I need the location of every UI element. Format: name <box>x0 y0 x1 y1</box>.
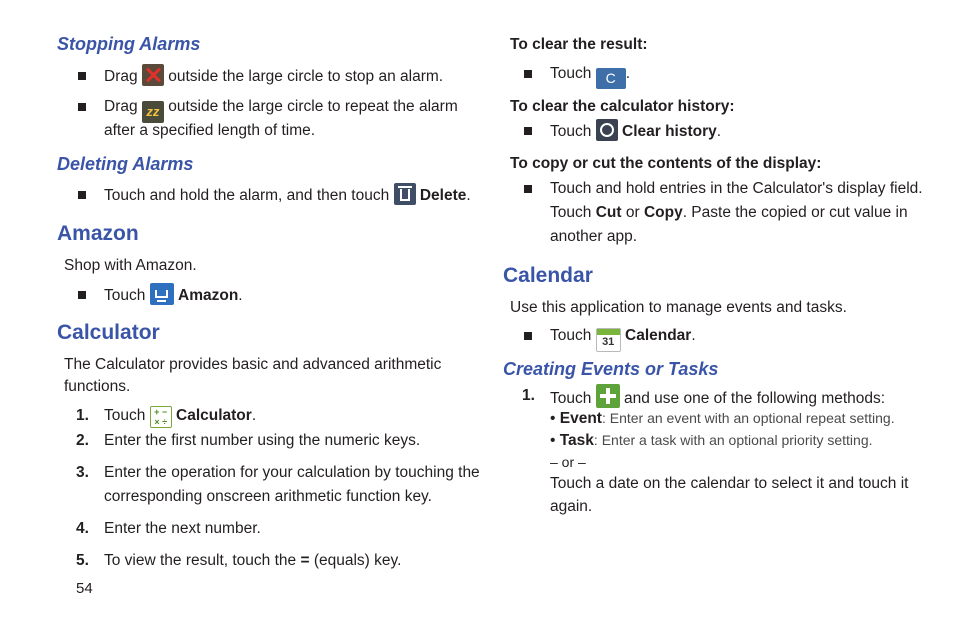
step-number: 4. <box>76 520 89 537</box>
bullet-square <box>524 185 532 193</box>
delete-alarm-text: Touch and hold the alarm, and then touch <box>104 187 390 204</box>
date-line-2: again. <box>550 498 593 515</box>
copy-label: Copy <box>643 204 683 221</box>
cut-label: Cut <box>595 204 622 221</box>
calc-step-2: Enter the first number using the numeric keys. <box>104 432 421 449</box>
copy-cut-heading: To copy or cut the contents of the display: <box>510 155 822 172</box>
trash-icon <box>394 183 416 205</box>
history-period: . <box>716 123 722 140</box>
snooze-alarm-text-pre: Drag <box>104 98 138 115</box>
copy-cut-line-3: another app. <box>550 228 638 245</box>
date-line-1: Touch a date on the calendar to select it and touch it <box>550 475 909 492</box>
copy-post: . Paste the copied or cut value in <box>682 204 908 221</box>
calendar-touch: Touch <box>550 327 592 344</box>
equals-key: = <box>300 552 310 569</box>
amazon-intro: Shop with Amazon. <box>64 257 197 274</box>
delete-alarm-item <box>104 183 471 208</box>
or-separator: – or – <box>550 454 586 470</box>
bullet-square <box>524 127 532 135</box>
clear-touch: Touch <box>550 65 592 82</box>
step-number: 1. <box>76 407 89 424</box>
stop-x-icon <box>142 64 164 86</box>
clear-history-label: Clear history <box>622 123 717 140</box>
calculator-intro-1: The Calculator provides basic and advanced arithmetic <box>64 356 442 373</box>
stopping-alarms-heading: Stopping Alarms <box>57 34 201 54</box>
bullet-square <box>78 191 86 199</box>
task-label: Task <box>559 432 594 449</box>
calculator-intro-2: functions. <box>64 378 131 395</box>
copy-touch: Touch <box>550 204 592 221</box>
amazon-heading: Amazon <box>57 222 139 245</box>
clear-c-icon: C <box>596 68 626 89</box>
delete-label: Delete <box>419 187 467 204</box>
clear-result-heading: To clear the result: <box>510 36 648 53</box>
copy-cut-line-2 <box>550 201 908 225</box>
stop-alarm-text-pre: Drag <box>104 68 138 85</box>
amazon-touch-text: Touch <box>104 287 146 304</box>
amazon-item <box>104 283 243 308</box>
clear-result-item <box>550 62 630 89</box>
event-text: : Enter an event with an optional repeat setting. <box>601 410 895 426</box>
bullet-square <box>78 72 86 80</box>
calendar-item <box>550 324 696 352</box>
step-number: 1. <box>522 387 535 404</box>
step1-touch: Touch <box>104 407 146 424</box>
calculator-icon: + − × ÷ <box>150 406 172 428</box>
calc-step-1 <box>104 404 256 428</box>
step5-text: To view the result, touch the <box>104 552 297 569</box>
bullet-square <box>78 291 86 299</box>
step-number: 3. <box>76 464 89 481</box>
clear-period: . <box>625 65 630 82</box>
calendar-label: Calendar <box>625 327 692 344</box>
or-text: or <box>625 204 640 221</box>
calculator-label: Calculator <box>176 407 252 424</box>
task-bullet: • <box>550 432 560 449</box>
stop-alarm-item <box>104 64 443 89</box>
clear-history-heading: To clear the calculator history: <box>510 98 735 115</box>
calendar-intro: Use this application to manage events and tasks. <box>510 299 847 316</box>
step1-period: . <box>251 407 257 424</box>
snooze-alarm-cont: after a specified length of time. <box>104 122 316 139</box>
copy-cut-line-1: Touch and hold entries in the Calculator's display field. <box>550 180 923 197</box>
task-option <box>550 428 873 453</box>
event-bullet: • <box>550 410 560 427</box>
bullet-square <box>78 103 86 111</box>
calc-step-3: Enter the operation for your calculation by touching the <box>104 464 480 481</box>
calculator-heading: Calculator <box>57 321 160 344</box>
step-number: 2. <box>76 432 89 449</box>
step5-post: (equals) key. <box>313 552 402 569</box>
calendar-heading: Calendar <box>503 264 593 287</box>
calc-step-5 <box>104 549 401 573</box>
stop-alarm-text-post: outside the large circle to stop an alarm. <box>168 68 444 85</box>
event-label: Event <box>559 410 602 427</box>
calc-step-4: Enter the next number. <box>104 520 261 537</box>
shopping-cart-icon <box>150 283 174 305</box>
bullet-square <box>524 332 532 340</box>
plus-icon <box>596 384 620 408</box>
page-number: 54 <box>76 580 93 597</box>
clear-history-item <box>550 119 721 144</box>
deleting-alarms-heading: Deleting Alarms <box>57 154 194 174</box>
amazon-period: . <box>238 287 243 304</box>
calendar-icon: 31 <box>596 328 621 352</box>
history-touch: Touch <box>550 123 592 140</box>
snooze-alarm-text-post: outside the large circle to repeat the alarm <box>168 98 458 115</box>
calc-step-3-cont: corresponding onscreen arithmetic function key. <box>104 488 432 505</box>
delete-period: . <box>466 187 471 204</box>
calendar-period: . <box>691 327 696 344</box>
amazon-label: Amazon <box>178 287 239 304</box>
create-post: and use one of the following methods: <box>624 390 886 407</box>
create-touch: Touch <box>550 390 592 407</box>
bullet-square <box>524 70 532 78</box>
creating-events-heading: Creating Events or Tasks <box>503 359 719 379</box>
history-icon <box>596 119 618 141</box>
snooze-icon: zz <box>142 101 164 123</box>
task-text: : Enter a task with an optional priority setting. <box>593 432 873 448</box>
step-number: 5. <box>76 552 89 569</box>
